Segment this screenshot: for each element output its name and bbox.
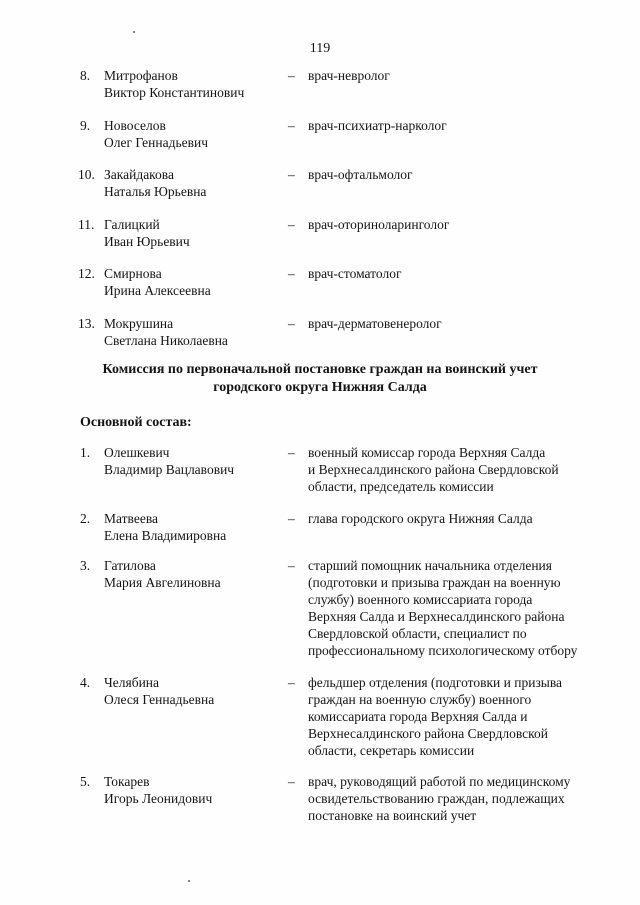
list-item [0,166,640,200]
list-item [0,67,640,101]
item-number: 10. [78,167,95,182]
person-name: Галицкий Иван Юрьевич [104,217,190,249]
dash: – [288,118,295,133]
dash: – [288,511,295,526]
person-role: фельдшер отделения (подготовки и призыва граждан на военную службу) военного комиссариата города Верхняя Салда и Верхнесалдинского района Свердловской области, секретарь комиссии [308,675,563,758]
item-number: 11. [78,217,95,232]
item-number: 9. [80,118,91,133]
item-number: 3. [80,558,91,573]
list-item [0,674,640,759]
dash: – [288,774,295,789]
person-name: Челябина Олеся Геннадьевна [104,675,215,707]
person-name: Мокрушина Светлана Николаевна [104,316,228,348]
person-role: врач-офтальмолог [308,167,413,182]
list-item [0,216,640,250]
person-role: врач-стоматолог [308,266,402,281]
dash: – [288,675,295,690]
subsection-title: Основной состав: [80,415,192,430]
person-role: военный комиссар города Верхняя Салда и Верхнесалдинского района Свердловской области, председатель комиссии [308,445,559,494]
dash: – [288,217,295,232]
person-name: Матвеева Елена Владимировна [104,511,227,543]
item-number: 2. [80,511,91,526]
list-item [0,444,640,496]
list-item [0,773,640,825]
person-name: Смирнова Ирина Алексеевна [104,266,211,298]
list-item [0,510,640,544]
list-item [0,315,640,349]
dash: – [288,68,295,83]
person-role: врач-дерматовенеролог [308,316,442,331]
person-role: глава городского округа Нижняя Салда [308,511,533,526]
person-role: врач-психиатр-нарколог [308,118,447,133]
list-item [0,117,640,151]
person-role: врач-оториноларинголог [308,217,450,232]
item-number: 8. [80,68,91,83]
page-number: 119 [309,41,331,56]
person-name: Гатилова Мария Авгелиновна [104,558,221,590]
item-number: 12. [78,266,95,281]
item-number: 13. [78,316,95,331]
list-item [0,265,640,299]
section-title: Комиссия по первоначальной постановке граждан на воинский учет городского округа Нижняя Салда [102,362,538,395]
person-name: Токарев Игорь Леонидович [104,774,213,806]
person-role: врач-невролог [308,68,390,83]
dash: – [288,445,295,460]
list-item [0,557,640,659]
person-name: Новоселов Олег Геннадьевич [104,118,209,150]
dash: – [288,316,295,331]
person-role: врач, руководящий работой по медицинскому освидетельствованию граждан, подлежащих постановке на воинский учет [308,774,571,823]
person-role: старший помощник начальника отделения (подготовки и призыва граждан на военную службу) военного комиссариата города Верхняя Салда и Верхнесалдинского района Свердловской области, специалист по профессиональному психологическому отбору [308,558,578,658]
dash: – [288,558,295,573]
dash: – [288,167,295,182]
person-name: Митрофанов Виктор Константинович [104,68,245,100]
scan-speck [188,880,190,882]
scan-speck [133,31,135,33]
item-number: 5. [80,774,91,789]
item-number: 1. [80,445,91,460]
item-number: 4. [80,675,91,690]
dash: – [288,266,295,281]
person-name: Закайдакова Наталья Юрьевна [104,167,207,199]
person-name: Олешкевич Владимир Вацлавович [104,445,235,477]
